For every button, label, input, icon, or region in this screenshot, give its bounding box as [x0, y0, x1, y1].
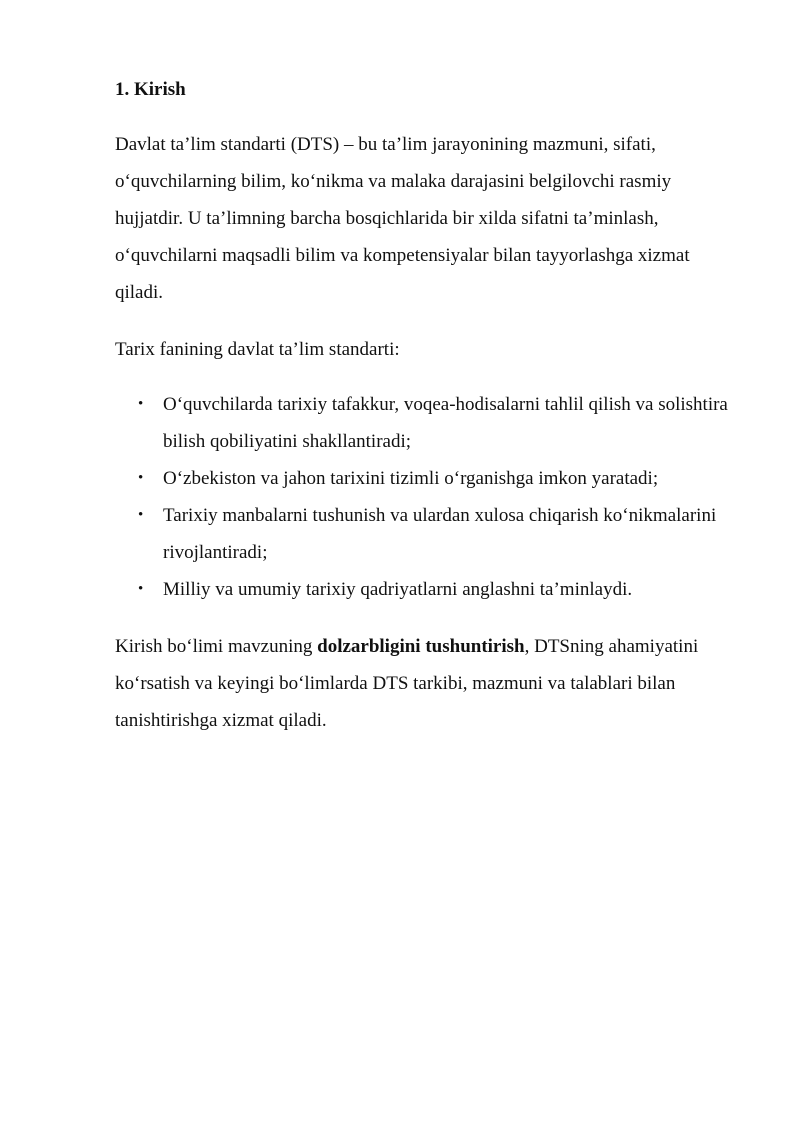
bullet-icon: • — [138, 470, 144, 486]
list-lead-paragraph: Tarix fanining davlat ta’lim standarti: — [115, 339, 400, 360]
bullet-item — [115, 571, 740, 608]
standard-bullet-list — [115, 386, 740, 608]
section-heading: 1. Kirish — [115, 79, 186, 100]
closing-emphasis: dolzarbligini tushuntirish — [317, 636, 525, 657]
bullet-icon: • — [138, 507, 144, 523]
closing-text-start: Kirish bo‘limi mavzuning — [115, 636, 318, 657]
bullet-item — [115, 460, 740, 497]
bullet-icon: • — [138, 581, 144, 597]
bullet-item — [115, 497, 740, 571]
bullet-icon: • — [138, 396, 144, 412]
closing-text-end: , DTSning ahamiyatini ko‘rsatish va keyingi bo‘limlarda DTS tarkibi, mazmuni va talablari bilan tanishtirishga xizmat qiladi. — [115, 636, 699, 731]
bullet-item — [115, 386, 740, 460]
bullet-text: O‘zbekiston va jahon tarixini tizimli o‘rganishga imkon yaratadi; — [163, 468, 659, 489]
closing-paragraph — [115, 628, 740, 739]
intro-paragraph: Davlat ta’lim standarti (DTS) – bu ta’lim jarayonining mazmuni, sifati, o‘quvchilarning bilim, ko‘nikma va malaka darajasini belgilovchi rasmiy hujjatdir. U ta’limning barcha bosqichlarida bir xilda sifatni ta’minlash, o‘quvchilarni maqsadli bilim va kompetensiyalar bilan tayyorlashga xizmat qiladi. — [115, 134, 690, 303]
bullet-text: O‘quvchilarda tarixiy tafakkur, voqea-hodisalarni tahlil qilish va solishtira bilish qobiliyatini shakllantiradi; — [163, 394, 728, 452]
bullet-text: Milliy va umumiy tarixiy qadriyatlarni anglashni ta’minlaydi. — [163, 579, 633, 600]
bullet-text: Tarixiy manbalarni tushunish va ulardan xulosa chiqarish ko‘nikmalarini rivojlantiradi; — [163, 505, 717, 563]
